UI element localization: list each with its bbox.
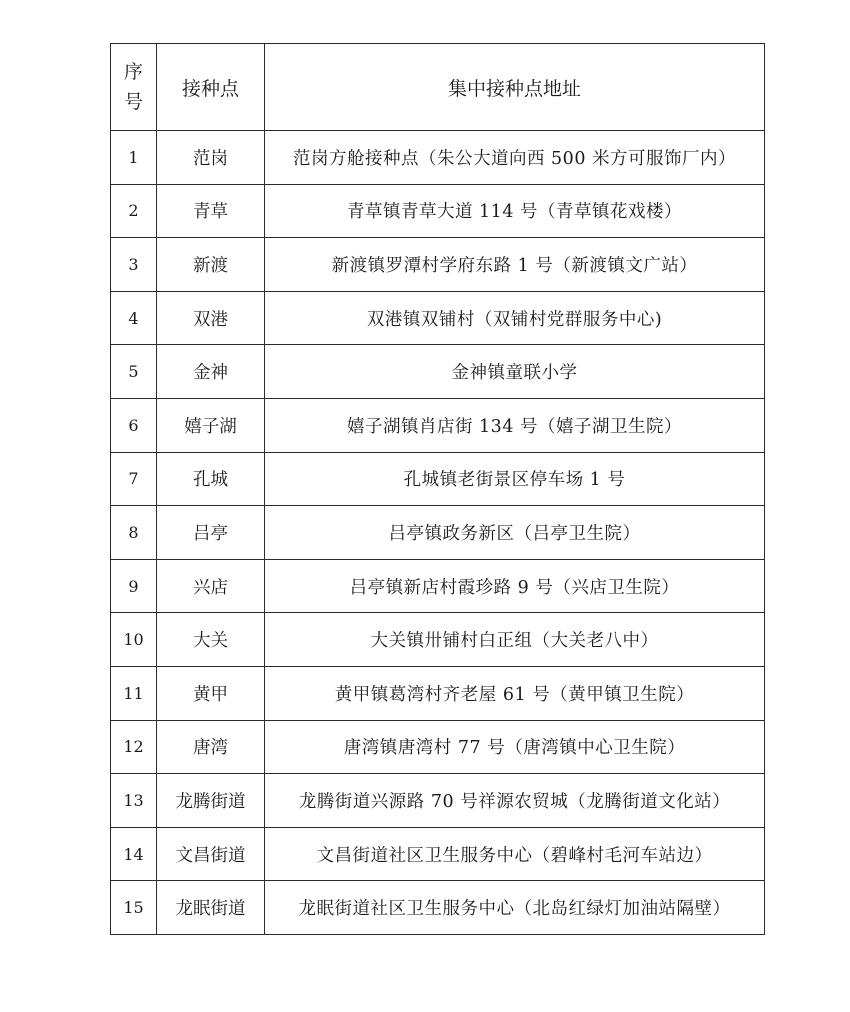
cell-site: 大关 <box>157 613 265 667</box>
cell-address: 龙腾街道兴源路 70 号祥源农贸城（龙腾街道文化站） <box>265 774 765 828</box>
cell-address: 金神镇童联小学 <box>265 345 765 399</box>
cell-site: 黄甲 <box>157 666 265 720</box>
cell-seq: 10 <box>111 613 157 667</box>
cell-address: 范岗方舱接种点（朱公大道向西 500 米方可服饰厂内） <box>265 131 765 185</box>
header-seq <box>111 44 157 131</box>
cell-address: 大关镇卅铺村白正组（大关老八中） <box>265 613 765 667</box>
cell-site: 吕亭 <box>157 506 265 560</box>
cell-seq: 6 <box>111 398 157 452</box>
table-row <box>111 398 765 452</box>
header-seq-line1: 序 <box>123 61 143 83</box>
vaccination-sites-table <box>110 43 765 935</box>
cell-address: 吕亭镇政务新区（吕亭卫生院） <box>265 506 765 560</box>
table-row <box>111 238 765 292</box>
cell-seq: 13 <box>111 774 157 828</box>
cell-seq: 11 <box>111 666 157 720</box>
table-row <box>111 720 765 774</box>
table-row <box>111 291 765 345</box>
table-row <box>111 506 765 560</box>
cell-site: 兴店 <box>157 559 265 613</box>
cell-seq: 15 <box>111 881 157 935</box>
table-row <box>111 559 765 613</box>
table-row <box>111 666 765 720</box>
cell-site: 嬉子湖 <box>157 398 265 452</box>
table-row <box>111 184 765 238</box>
cell-address: 新渡镇罗潭村学府东路 1 号（新渡镇文广站） <box>265 238 765 292</box>
header-address: 集中接种点地址 <box>265 44 765 131</box>
cell-site: 新渡 <box>157 238 265 292</box>
header-site: 接种点 <box>157 44 265 131</box>
table-header-row <box>111 44 765 131</box>
cell-site: 龙眠街道 <box>157 881 265 935</box>
table-row <box>111 452 765 506</box>
table-row <box>111 774 765 828</box>
cell-seq: 1 <box>111 131 157 185</box>
cell-seq: 12 <box>111 720 157 774</box>
cell-site: 青草 <box>157 184 265 238</box>
cell-site: 范岗 <box>157 131 265 185</box>
cell-seq: 14 <box>111 827 157 881</box>
cell-address: 文昌街道社区卫生服务中心（碧峰村毛河车站边） <box>265 827 765 881</box>
table-row <box>111 345 765 399</box>
cell-site: 金神 <box>157 345 265 399</box>
table-row <box>111 613 765 667</box>
cell-seq: 4 <box>111 291 157 345</box>
table-row <box>111 131 765 185</box>
cell-address: 黄甲镇葛湾村齐老屋 61 号（黄甲镇卫生院） <box>265 666 765 720</box>
cell-address: 双港镇双铺村（双铺村党群服务中心) <box>265 291 765 345</box>
cell-site: 文昌街道 <box>157 827 265 881</box>
cell-seq: 2 <box>111 184 157 238</box>
cell-address: 孔城镇老街景区停车场 1 号 <box>265 452 765 506</box>
table-row <box>111 827 765 881</box>
cell-seq: 8 <box>111 506 157 560</box>
cell-seq: 7 <box>111 452 157 506</box>
cell-site: 唐湾 <box>157 720 265 774</box>
cell-address: 嬉子湖镇肖店街 134 号（嬉子湖卫生院） <box>265 398 765 452</box>
cell-site: 龙腾街道 <box>157 774 265 828</box>
header-seq-line2: 号 <box>123 91 143 113</box>
cell-address: 龙眠街道社区卫生服务中心（北岛红绿灯加油站隔壁） <box>265 881 765 935</box>
cell-address: 青草镇青草大道 114 号（青草镇花戏楼） <box>265 184 765 238</box>
cell-seq: 5 <box>111 345 157 399</box>
cell-address: 唐湾镇唐湾村 77 号（唐湾镇中心卫生院） <box>265 720 765 774</box>
cell-seq: 9 <box>111 559 157 613</box>
table-row <box>111 881 765 935</box>
cell-site: 双港 <box>157 291 265 345</box>
cell-seq: 3 <box>111 238 157 292</box>
cell-address: 吕亭镇新店村霞珍路 9 号（兴店卫生院） <box>265 559 765 613</box>
cell-site: 孔城 <box>157 452 265 506</box>
